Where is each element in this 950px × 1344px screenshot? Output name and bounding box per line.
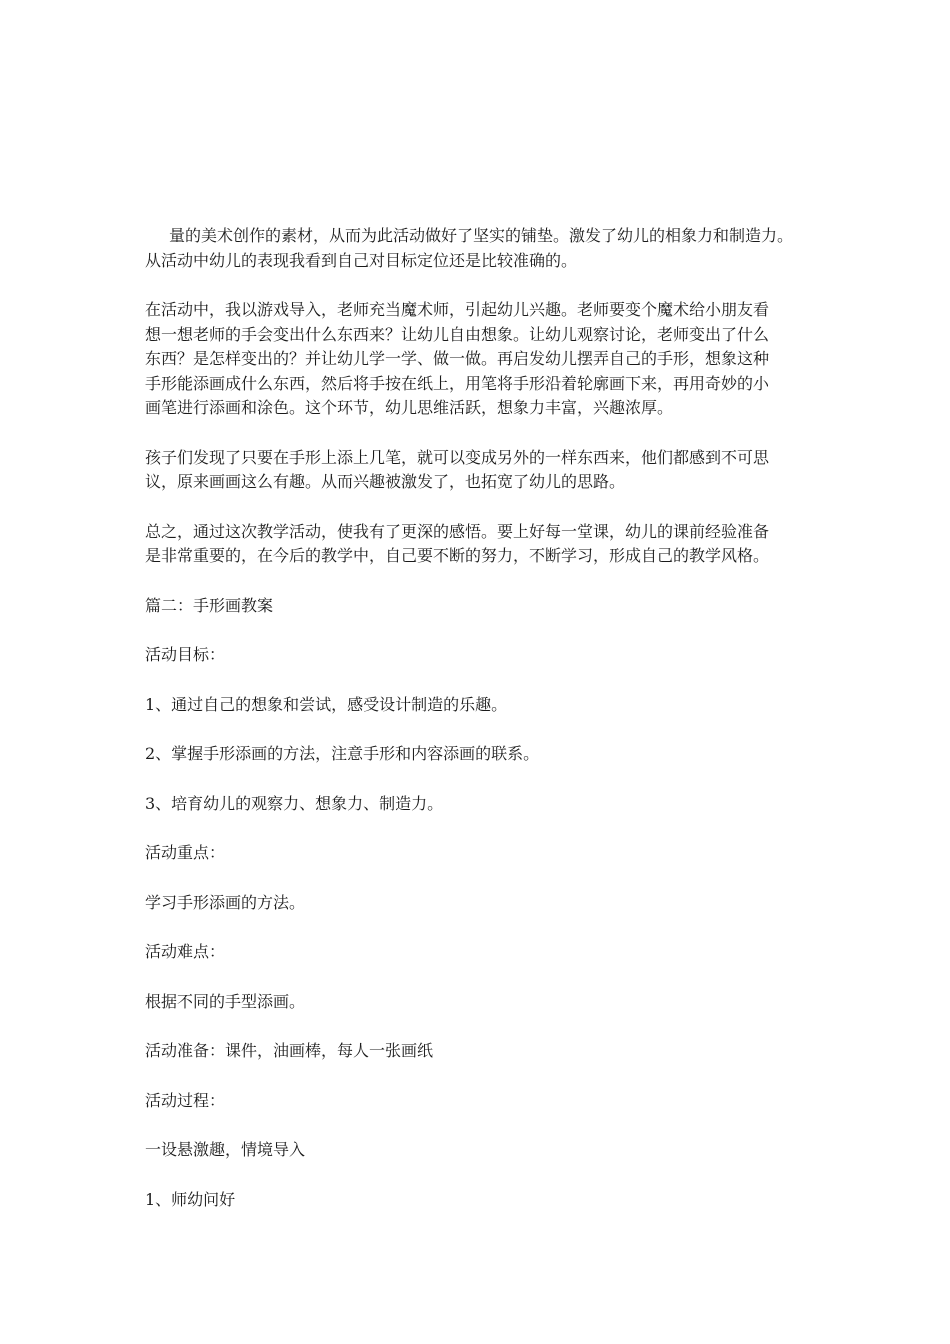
- paragraph: [145, 298, 813, 421]
- subheading: [145, 643, 813, 668]
- paragraph: [145, 1039, 813, 1064]
- text-line: 总之，通过这次教学活动，使我有了更深的感悟。要上好每一堂课，幼儿的课前经验准备: [145, 521, 770, 541]
- text-line: 活动目标：: [145, 645, 226, 664]
- paragraph: [145, 520, 813, 569]
- text-line: 篇二：手形画教案: [145, 595, 274, 615]
- text-line: 量的美术创作的素材，从而为此活动做好了坚实的铺垫。激发了幼儿的相象力和制造力。: [169, 226, 794, 245]
- paragraph: [145, 891, 813, 916]
- text-line: 议，原来画画这么有趣。从而兴趣被激发了，也拓宽了幼儿的思路。: [145, 472, 626, 491]
- document-body: [145, 224, 813, 1237]
- paragraph: [145, 446, 813, 495]
- text-line: 1、通过自己的想象和尝试，感受设计制造的乐趣。: [145, 694, 508, 714]
- section-heading: [145, 594, 813, 619]
- text-line: 学习手形添画的方法。: [145, 892, 306, 912]
- list-item: [145, 1188, 813, 1213]
- text-line: 东西？是怎样变出的？并让幼儿学一学、做一做。再启发幼儿摆弄自己的手形，想象这种: [145, 349, 770, 368]
- text-line: 活动难点：: [145, 942, 226, 961]
- text-line: 2、掌握手形添画的方法，注意手形和内容添画的联系。: [145, 744, 540, 763]
- text-line: 3、培育幼儿的观察力、想象力、制造力。: [145, 793, 444, 813]
- paragraph: [145, 224, 813, 273]
- list-item: [145, 742, 813, 767]
- subheading: [145, 841, 813, 866]
- text-line: 活动过程：: [145, 1090, 226, 1110]
- text-line: 一设悬激趣，情境导入: [145, 1140, 306, 1159]
- text-line: 手形能添画成什么东西，然后将手按在纸上，用笔将手形沿着轮廓画下来，再用奇妙的小: [145, 373, 770, 393]
- text-line: 想一想老师的手会变出什么东西来？让幼儿自由想象。让幼儿观察讨论，老师变出了什么: [145, 324, 770, 344]
- text-line: 从活动中幼儿的表现我看到自己对目标定位还是比较准确的。: [145, 250, 578, 270]
- text-line: 活动重点：: [145, 843, 226, 862]
- text-line: 在活动中，我以游戏导入，老师充当魔术师，引起幼儿兴趣。老师要变个魔术给小朋友看: [145, 300, 770, 319]
- text-line: 1、师幼问好: [145, 1189, 236, 1209]
- subheading: [145, 940, 813, 965]
- text-line: 活动准备：课件，油画棒，每人一张画纸: [145, 1041, 434, 1060]
- subheading: [145, 1089, 813, 1114]
- text-line: 画笔进行添画和涂色。这个环节，幼儿思维活跃，想象力丰富，兴趣浓厚。: [145, 398, 674, 417]
- text-line: 是非常重要的，在今后的教学中，自己要不断的努力，不断学习，形成自己的教学风格。: [145, 546, 770, 565]
- paragraph: [145, 1138, 813, 1163]
- list-item: [145, 693, 813, 718]
- text-line: 孩子们发现了只要在手形上添上几笔，就可以变成另外的一样东西来，他们都感到不可思: [145, 447, 770, 467]
- paragraph: [145, 990, 813, 1015]
- text-line: 根据不同的手型添画。: [145, 991, 306, 1011]
- list-item: [145, 792, 813, 817]
